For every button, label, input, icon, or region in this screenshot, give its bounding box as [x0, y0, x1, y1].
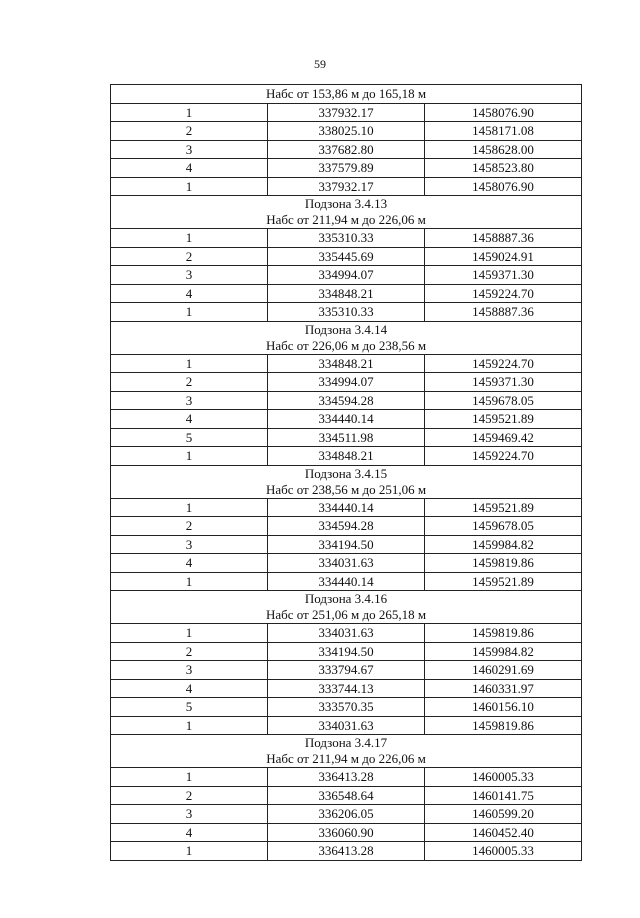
section-header-row [111, 735, 582, 768]
x-coordinate-cell: 333744.13 [268, 679, 425, 698]
x-coordinate-cell: 336060.90 [268, 823, 425, 842]
table-row [111, 698, 582, 717]
table-row [111, 498, 582, 517]
table-row [111, 554, 582, 573]
point-number-cell: 1 [111, 842, 268, 861]
y-coordinate-cell: 1459521.89 [425, 498, 582, 517]
table-row [111, 229, 582, 248]
height-range-label: Набс от 153,86 м до 165,18 м [265, 85, 427, 101]
y-coordinate-cell: 1460005.33 [425, 768, 582, 787]
y-coordinate-cell: 1459819.86 [425, 716, 582, 735]
x-coordinate-cell: 335310.33 [268, 303, 425, 322]
y-coordinate-cell: 1460599.20 [425, 805, 582, 824]
point-number-cell: 1 [111, 447, 268, 466]
x-coordinate-cell: 338025.10 [268, 122, 425, 141]
y-coordinate-cell: 1458628.00 [425, 140, 582, 159]
table-row [111, 428, 582, 447]
point-number-cell: 1 [111, 624, 268, 643]
point-number-cell: 1 [111, 498, 268, 517]
point-number-cell: 1 [111, 768, 268, 787]
y-coordinate-cell: 1460005.33 [425, 842, 582, 861]
point-number-cell: 2 [111, 786, 268, 805]
table-row [111, 535, 582, 554]
point-number-cell: 2 [111, 642, 268, 661]
height-range-label: Набс от 238,56 м до 251,06 м [265, 481, 427, 497]
x-coordinate-cell: 336548.64 [268, 786, 425, 805]
x-coordinate-cell: 334194.50 [268, 642, 425, 661]
point-number-cell: 1 [111, 572, 268, 591]
x-coordinate-cell: 334848.21 [268, 284, 425, 303]
subzone-title: Подзона 3.4.14 [304, 321, 388, 337]
x-coordinate-cell: 337682.80 [268, 140, 425, 159]
x-coordinate-cell: 334194.50 [268, 535, 425, 554]
point-number-cell: 2 [111, 373, 268, 392]
x-coordinate-cell: 336413.28 [268, 768, 425, 787]
y-coordinate-cell: 1459224.70 [425, 447, 582, 466]
table-row [111, 177, 582, 196]
point-number-cell: 3 [111, 661, 268, 680]
height-range-label: Набс от 211,94 м до 226,06 м [266, 212, 426, 227]
point-number-cell: 4 [111, 679, 268, 698]
table-row [111, 303, 582, 322]
section-header-cell [111, 85, 582, 104]
y-coordinate-cell: 1460452.40 [425, 823, 582, 842]
y-coordinate-cell: 1459678.05 [425, 517, 582, 536]
y-coordinate-cell: 1459819.86 [425, 624, 582, 643]
y-coordinate-cell: 1460331.97 [425, 679, 582, 698]
height-range-label: Набс от 251,06 м до 265,18 м [265, 607, 427, 622]
x-coordinate-cell: 334594.28 [268, 391, 425, 410]
x-coordinate-cell: 334440.14 [268, 410, 425, 429]
section-header-cell [111, 735, 582, 768]
x-coordinate-cell: 334031.63 [268, 624, 425, 643]
height-range-label: Набс от 211,94 м до 226,06 м [266, 751, 426, 766]
table-row [111, 354, 582, 373]
table-row [111, 266, 582, 285]
y-coordinate-cell: 1458887.36 [425, 229, 582, 248]
x-coordinate-cell: 335445.69 [268, 247, 425, 266]
table-row [111, 624, 582, 643]
table-row [111, 373, 582, 392]
y-coordinate-cell: 1460156.10 [425, 698, 582, 717]
x-coordinate-cell: 336206.05 [268, 805, 425, 824]
section-header-cell [111, 196, 582, 229]
section-header-row [111, 196, 582, 229]
x-coordinate-cell: 334994.07 [268, 373, 425, 392]
table-row [111, 572, 582, 591]
table-row [111, 122, 582, 141]
section-header-row [111, 591, 582, 624]
y-coordinate-cell: 1459521.89 [425, 572, 582, 591]
point-number-cell: 2 [111, 517, 268, 536]
x-coordinate-cell: 334848.21 [268, 354, 425, 373]
point-number-cell: 5 [111, 428, 268, 447]
point-number-cell: 2 [111, 247, 268, 266]
table-row [111, 140, 582, 159]
point-number-cell: 1 [111, 229, 268, 248]
y-coordinate-cell: 1459678.05 [425, 391, 582, 410]
x-coordinate-cell: 334440.14 [268, 572, 425, 591]
page-number: 59 [314, 57, 326, 71]
section-header-row [111, 465, 582, 498]
y-coordinate-cell: 1459819.86 [425, 554, 582, 573]
x-coordinate-cell: 334994.07 [268, 266, 425, 285]
coordinates-table [110, 84, 582, 861]
point-number-cell: 4 [111, 410, 268, 429]
x-coordinate-cell: 334848.21 [268, 447, 425, 466]
x-coordinate-cell: 333794.67 [268, 661, 425, 680]
coordinates-table-body [111, 85, 582, 861]
y-coordinate-cell: 1458887.36 [425, 303, 582, 322]
y-coordinate-cell: 1458171.08 [425, 122, 582, 141]
point-number-cell: 2 [111, 122, 268, 141]
point-number-cell: 3 [111, 140, 268, 159]
x-coordinate-cell: 336413.28 [268, 842, 425, 861]
table-row [111, 247, 582, 266]
section-header-cell [111, 591, 582, 624]
subzone-title: Подзона 3.4.15 [304, 465, 388, 481]
point-number-cell: 4 [111, 554, 268, 573]
y-coordinate-cell: 1460291.69 [425, 661, 582, 680]
section-header-row [111, 85, 582, 104]
table-row [111, 661, 582, 680]
table-row [111, 805, 582, 824]
y-coordinate-cell: 1459371.30 [425, 266, 582, 285]
y-coordinate-cell: 1458076.90 [425, 177, 582, 196]
point-number-cell: 3 [111, 805, 268, 824]
height-range-label: Набс от 226,06 м до 238,56 м [265, 337, 427, 353]
x-coordinate-cell: 333570.35 [268, 698, 425, 717]
table-row [111, 410, 582, 429]
y-coordinate-cell: 1459521.89 [425, 410, 582, 429]
point-number-cell: 1 [111, 303, 268, 322]
table-row [111, 842, 582, 861]
table-row [111, 786, 582, 805]
table-row [111, 284, 582, 303]
table-row [111, 642, 582, 661]
table-row [111, 517, 582, 536]
y-coordinate-cell: 1460141.75 [425, 786, 582, 805]
point-number-cell: 1 [111, 103, 268, 122]
table-row [111, 103, 582, 122]
section-header-row [111, 321, 582, 354]
y-coordinate-cell: 1459984.82 [425, 535, 582, 554]
y-coordinate-cell: 1459371.30 [425, 373, 582, 392]
x-coordinate-cell: 337932.17 [268, 103, 425, 122]
x-coordinate-cell: 334031.63 [268, 716, 425, 735]
y-coordinate-cell: 1459469.42 [425, 428, 582, 447]
point-number-cell: 3 [111, 391, 268, 410]
table-row [111, 823, 582, 842]
table-row [111, 716, 582, 735]
point-number-cell: 1 [111, 177, 268, 196]
y-coordinate-cell: 1459024.91 [425, 247, 582, 266]
point-number-cell: 5 [111, 698, 268, 717]
point-number-cell: 1 [111, 716, 268, 735]
table-row [111, 159, 582, 178]
table-row [111, 679, 582, 698]
subzone-title: Подзона 3.4.16 [304, 591, 388, 606]
point-number-cell: 4 [111, 159, 268, 178]
y-coordinate-cell: 1458076.90 [425, 103, 582, 122]
x-coordinate-cell: 334594.28 [268, 517, 425, 536]
table-row [111, 447, 582, 466]
subzone-title: Подзона 3.4.13 [304, 196, 388, 211]
x-coordinate-cell: 334511.98 [268, 428, 425, 447]
section-header-cell [111, 465, 582, 498]
x-coordinate-cell: 335310.33 [268, 229, 425, 248]
point-number-cell: 3 [111, 266, 268, 285]
subzone-title: Подзона 3.4.17 [304, 735, 388, 750]
point-number-cell: 4 [111, 284, 268, 303]
y-coordinate-cell: 1459224.70 [425, 354, 582, 373]
section-header-cell [111, 321, 582, 354]
table-row [111, 768, 582, 787]
point-number-cell: 3 [111, 535, 268, 554]
x-coordinate-cell: 334440.14 [268, 498, 425, 517]
table-row [111, 391, 582, 410]
y-coordinate-cell: 1458523.80 [425, 159, 582, 178]
y-coordinate-cell: 1459224.70 [425, 284, 582, 303]
x-coordinate-cell: 337932.17 [268, 177, 425, 196]
x-coordinate-cell: 337579.89 [268, 159, 425, 178]
y-coordinate-cell: 1459984.82 [425, 642, 582, 661]
point-number-cell: 1 [111, 354, 268, 373]
point-number-cell: 4 [111, 823, 268, 842]
x-coordinate-cell: 334031.63 [268, 554, 425, 573]
